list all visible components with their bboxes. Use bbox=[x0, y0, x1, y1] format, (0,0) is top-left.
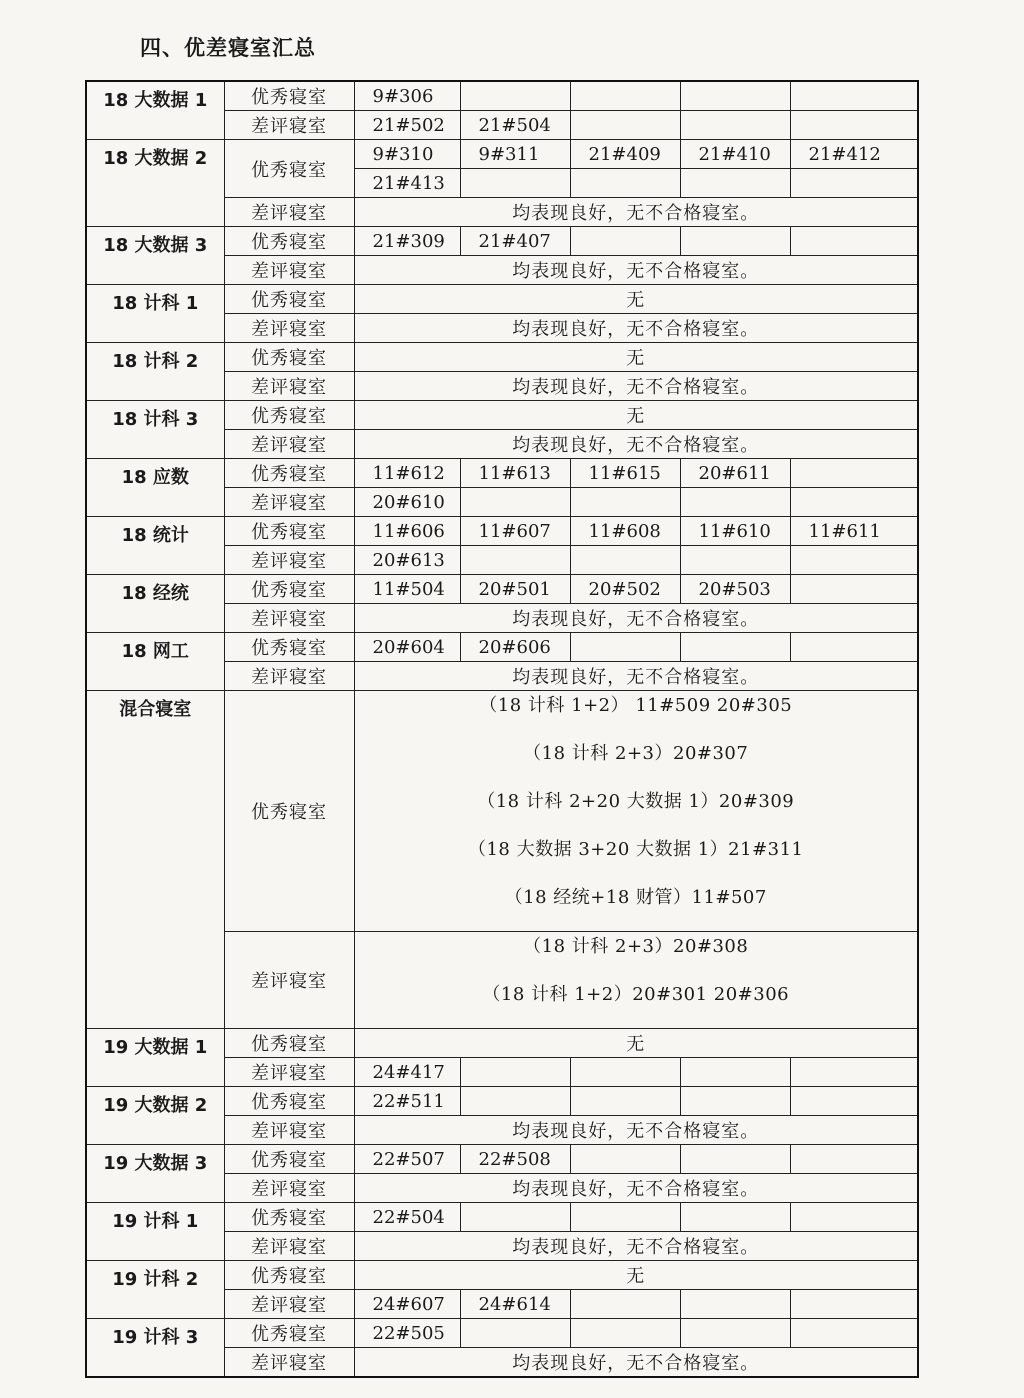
room-cell bbox=[570, 1058, 680, 1087]
room-cell bbox=[680, 169, 790, 198]
room-cell: 21#309 bbox=[354, 227, 460, 256]
excellent-label-cell: 优秀寝室 bbox=[224, 401, 354, 430]
class-name-cell: 18 计科 1 bbox=[86, 285, 224, 343]
room-cell bbox=[790, 488, 918, 517]
excellent-label-cell: 优秀寝室 bbox=[224, 1319, 354, 1348]
poor-label-cell: 差评寝室 bbox=[224, 111, 354, 140]
class-name-cell: 19 计科 2 bbox=[86, 1261, 224, 1319]
room-cell bbox=[680, 81, 790, 111]
room-cell: 21#504 bbox=[460, 111, 570, 140]
excellent-label-cell: 优秀寝室 bbox=[224, 1087, 354, 1116]
excellent-label-cell: 优秀寝室 bbox=[224, 1261, 354, 1290]
room-cell: 21#413 bbox=[354, 169, 460, 198]
room-cell bbox=[460, 1203, 570, 1232]
poor-label-cell: 差评寝室 bbox=[224, 1348, 354, 1378]
status-text-cell: 均表现良好，无不合格寝室。 bbox=[354, 1348, 918, 1378]
poor-label-cell: 差评寝室 bbox=[224, 1232, 354, 1261]
poor-label-cell: 差评寝室 bbox=[224, 662, 354, 691]
excellent-label-cell: 优秀寝室 bbox=[224, 140, 354, 198]
room-cell bbox=[570, 546, 680, 575]
room-cell bbox=[460, 1087, 570, 1116]
status-text-cell: 均表现良好，无不合格寝室。 bbox=[354, 662, 918, 691]
class-name-cell: 19 大数据 2 bbox=[86, 1087, 224, 1145]
room-cell bbox=[790, 1145, 918, 1174]
class-name-cell: 18 统计 bbox=[86, 517, 224, 575]
room-cell bbox=[460, 1058, 570, 1087]
mixed-rooms-cell bbox=[354, 932, 918, 1029]
status-text-cell: 均表现良好，无不合格寝室。 bbox=[354, 256, 918, 285]
room-cell: 9#306 bbox=[354, 81, 460, 111]
table-row bbox=[86, 1203, 918, 1232]
room-cell: 11#611 bbox=[790, 517, 918, 546]
room-cell: 20#503 bbox=[680, 575, 790, 604]
poor-label-cell: 差评寝室 bbox=[224, 932, 354, 1029]
section-title: 四、优差寝室汇总 bbox=[140, 36, 316, 60]
status-text-cell: 无 bbox=[354, 285, 918, 314]
table-row bbox=[86, 343, 918, 372]
table-row bbox=[86, 1087, 918, 1116]
room-cell bbox=[790, 459, 918, 488]
status-text-cell: 均表现良好，无不合格寝室。 bbox=[354, 372, 918, 401]
table-row bbox=[86, 575, 918, 604]
room-cell: 21#410 bbox=[680, 140, 790, 169]
room-cell bbox=[680, 1145, 790, 1174]
table-row bbox=[86, 1029, 918, 1058]
class-name-cell: 18 网工 bbox=[86, 633, 224, 691]
excellent-label-cell: 优秀寝室 bbox=[224, 81, 354, 111]
table-row bbox=[86, 81, 918, 111]
room-cell bbox=[790, 1290, 918, 1319]
table-row bbox=[86, 285, 918, 314]
table-row bbox=[86, 633, 918, 662]
room-cell: 20#611 bbox=[680, 459, 790, 488]
excellent-label-cell: 优秀寝室 bbox=[224, 459, 354, 488]
status-text-cell: 均表现良好，无不合格寝室。 bbox=[354, 1116, 918, 1145]
room-cell bbox=[680, 1087, 790, 1116]
dorm-summary-table bbox=[85, 80, 919, 1378]
mixed-rooms-cell bbox=[354, 691, 918, 932]
excellent-label-cell: 优秀寝室 bbox=[224, 691, 354, 932]
class-name-cell: 18 大数据 1 bbox=[86, 81, 224, 140]
class-name-cell: 18 大数据 3 bbox=[86, 227, 224, 285]
table-row bbox=[86, 517, 918, 546]
class-name-cell: 18 经统 bbox=[86, 575, 224, 633]
room-cell: 21#409 bbox=[570, 140, 680, 169]
room-cell bbox=[790, 111, 918, 140]
room-cell bbox=[680, 546, 790, 575]
room-cell: 20#613 bbox=[354, 546, 460, 575]
class-name-cell: 19 计科 3 bbox=[86, 1319, 224, 1378]
room-cell: 20#501 bbox=[460, 575, 570, 604]
excellent-label-cell: 优秀寝室 bbox=[224, 575, 354, 604]
excellent-label-cell: 优秀寝室 bbox=[224, 285, 354, 314]
room-cell: 11#615 bbox=[570, 459, 680, 488]
room-cell bbox=[570, 1203, 680, 1232]
room-cell bbox=[680, 488, 790, 517]
room-cell: 11#612 bbox=[354, 459, 460, 488]
room-cell: 20#502 bbox=[570, 575, 680, 604]
room-cell bbox=[790, 1203, 918, 1232]
room-cell: 11#606 bbox=[354, 517, 460, 546]
poor-label-cell: 差评寝室 bbox=[224, 256, 354, 285]
room-cell: 22#508 bbox=[460, 1145, 570, 1174]
table-row bbox=[86, 459, 918, 488]
poor-label-cell: 差评寝室 bbox=[224, 372, 354, 401]
room-cell: 24#607 bbox=[354, 1290, 460, 1319]
room-cell: 20#606 bbox=[460, 633, 570, 662]
excellent-label-cell: 优秀寝室 bbox=[224, 343, 354, 372]
room-cell: 21#412 bbox=[790, 140, 918, 169]
room-cell bbox=[790, 1087, 918, 1116]
status-text-cell: 均表现良好，无不合格寝室。 bbox=[354, 1174, 918, 1203]
room-cell bbox=[790, 575, 918, 604]
status-text-cell: 无 bbox=[354, 1029, 918, 1058]
room-cell bbox=[680, 633, 790, 662]
mixed-room-line: （18 计科 1+2） 11#509 20#305 bbox=[479, 695, 793, 716]
room-cell: 11#607 bbox=[460, 517, 570, 546]
room-cell bbox=[790, 546, 918, 575]
room-cell bbox=[790, 81, 918, 111]
room-cell bbox=[570, 1290, 680, 1319]
poor-label-cell: 差评寝室 bbox=[224, 1174, 354, 1203]
room-cell: 11#504 bbox=[354, 575, 460, 604]
room-cell bbox=[570, 169, 680, 198]
room-cell: 22#504 bbox=[354, 1203, 460, 1232]
poor-label-cell: 差评寝室 bbox=[224, 546, 354, 575]
excellent-label-cell: 优秀寝室 bbox=[224, 227, 354, 256]
room-cell bbox=[570, 111, 680, 140]
class-name-cell: 19 大数据 1 bbox=[86, 1029, 224, 1087]
poor-label-cell: 差评寝室 bbox=[224, 1290, 354, 1319]
room-cell bbox=[570, 1319, 680, 1348]
room-cell: 22#507 bbox=[354, 1145, 460, 1174]
table-row bbox=[86, 1145, 918, 1174]
poor-label-cell: 差评寝室 bbox=[224, 1116, 354, 1145]
table-row bbox=[86, 691, 918, 932]
mixed-room-line: （18 计科 1+2）20#301 20#306 bbox=[482, 984, 790, 1005]
excellent-label-cell: 优秀寝室 bbox=[224, 633, 354, 662]
room-cell bbox=[790, 633, 918, 662]
room-cell bbox=[570, 633, 680, 662]
room-cell bbox=[680, 1290, 790, 1319]
room-cell bbox=[460, 169, 570, 198]
class-name-cell: 19 大数据 3 bbox=[86, 1145, 224, 1203]
room-cell bbox=[680, 1319, 790, 1348]
mixed-room-line: （18 大数据 3+20 大数据 1）21#311 bbox=[467, 839, 804, 860]
table-row bbox=[86, 1319, 918, 1348]
status-text-cell: 均表现良好，无不合格寝室。 bbox=[354, 1232, 918, 1261]
poor-label-cell: 差评寝室 bbox=[224, 488, 354, 517]
room-cell bbox=[570, 1145, 680, 1174]
status-text-cell: 均表现良好，无不合格寝室。 bbox=[354, 430, 918, 459]
room-cell: 9#311 bbox=[460, 140, 570, 169]
class-name-cell: 18 大数据 2 bbox=[86, 140, 224, 227]
mixed-room-line: （18 经统+18 财管）11#507 bbox=[504, 887, 767, 908]
status-text-cell: 无 bbox=[354, 343, 918, 372]
room-cell bbox=[460, 488, 570, 517]
room-cell bbox=[680, 227, 790, 256]
room-cell bbox=[570, 81, 680, 111]
status-text-cell: 均表现良好，无不合格寝室。 bbox=[354, 604, 918, 633]
room-cell: 11#608 bbox=[570, 517, 680, 546]
room-cell: 24#614 bbox=[460, 1290, 570, 1319]
class-name-cell: 18 应数 bbox=[86, 459, 224, 517]
mixed-room-line: （18 计科 2+3）20#307 bbox=[523, 743, 749, 764]
room-cell: 21#407 bbox=[460, 227, 570, 256]
excellent-label-cell: 优秀寝室 bbox=[224, 517, 354, 546]
status-text-cell: 均表现良好，无不合格寝室。 bbox=[354, 314, 918, 343]
excellent-label-cell: 优秀寝室 bbox=[224, 1203, 354, 1232]
table-row bbox=[86, 1261, 918, 1290]
poor-label-cell: 差评寝室 bbox=[224, 198, 354, 227]
status-text-cell: 均表现良好，无不合格寝室。 bbox=[354, 198, 918, 227]
room-cell: 22#511 bbox=[354, 1087, 460, 1116]
room-cell bbox=[460, 81, 570, 111]
table-row bbox=[86, 401, 918, 430]
room-cell bbox=[460, 1319, 570, 1348]
room-cell: 20#610 bbox=[354, 488, 460, 517]
room-cell: 24#417 bbox=[354, 1058, 460, 1087]
class-name-cell: 18 计科 2 bbox=[86, 343, 224, 401]
room-cell: 11#613 bbox=[460, 459, 570, 488]
room-cell bbox=[790, 227, 918, 256]
room-cell bbox=[570, 488, 680, 517]
poor-label-cell: 差评寝室 bbox=[224, 430, 354, 459]
status-text-cell: 无 bbox=[354, 1261, 918, 1290]
room-cell bbox=[680, 1203, 790, 1232]
room-cell: 20#604 bbox=[354, 633, 460, 662]
poor-label-cell: 差评寝室 bbox=[224, 1058, 354, 1087]
class-name-cell: 18 计科 3 bbox=[86, 401, 224, 459]
room-cell bbox=[790, 1058, 918, 1087]
room-cell: 21#502 bbox=[354, 111, 460, 140]
poor-label-cell: 差评寝室 bbox=[224, 314, 354, 343]
room-cell: 11#610 bbox=[680, 517, 790, 546]
room-cell bbox=[680, 111, 790, 140]
room-cell bbox=[790, 169, 918, 198]
room-cell bbox=[790, 1319, 918, 1348]
mixed-room-line: （18 计科 2+3）20#308 bbox=[523, 936, 749, 957]
room-cell: 22#505 bbox=[354, 1319, 460, 1348]
table-row bbox=[86, 227, 918, 256]
room-cell bbox=[570, 1087, 680, 1116]
poor-label-cell: 差评寝室 bbox=[224, 604, 354, 633]
class-name-cell: 19 计科 1 bbox=[86, 1203, 224, 1261]
excellent-label-cell: 优秀寝室 bbox=[224, 1029, 354, 1058]
room-cell bbox=[680, 1058, 790, 1087]
excellent-label-cell: 优秀寝室 bbox=[224, 1145, 354, 1174]
room-cell bbox=[570, 227, 680, 256]
table-row bbox=[86, 140, 918, 169]
class-name-cell: 混合寝室 bbox=[86, 691, 224, 1029]
room-cell: 9#310 bbox=[354, 140, 460, 169]
room-cell bbox=[460, 546, 570, 575]
mixed-room-line: （18 计科 2+20 大数据 1）20#309 bbox=[477, 791, 795, 812]
status-text-cell: 无 bbox=[354, 401, 918, 430]
